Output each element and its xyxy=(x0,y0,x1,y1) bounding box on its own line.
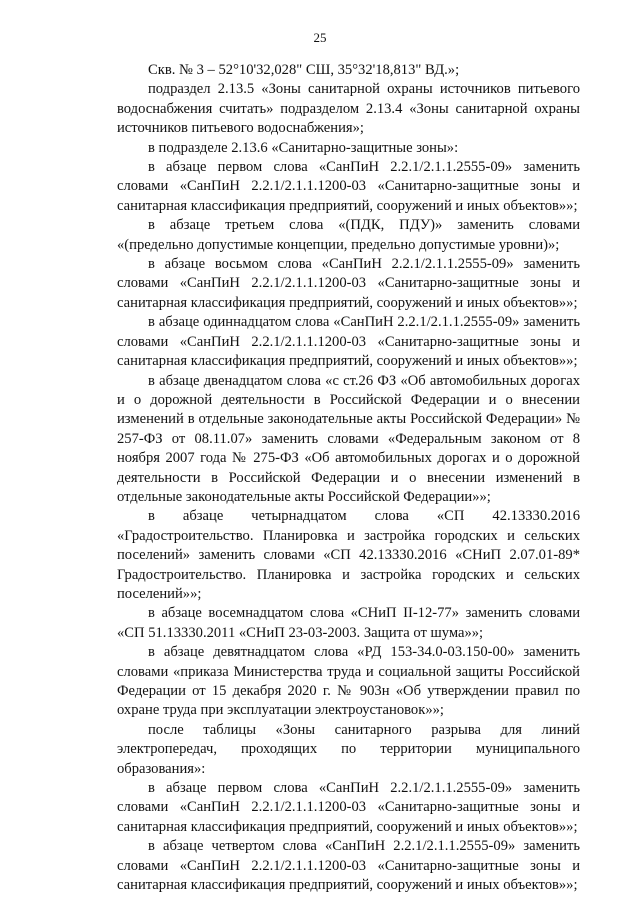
paragraph-eighteenth-clause: в абзаце восемнадцатом слова «СНиП II-12-77» заменить словами «СП 51.13330.2011 «СНиП 23-03-2003. Защита от шума»»; xyxy=(117,605,580,641)
paragraph-after-table: после таблицы «Зоны санитарного разрыва для линий электропередач, проходящих по территории муниципального образования»: xyxy=(117,721,580,777)
paragraph-twelfth-clause: в абзаце двенадцатом слова «с ст.26 ФЗ «Об автомобильных дорогах и о дорожной деятельности в Российской Федерации и о внесении изменений в отдельные законодательные акты Российской Федерации» № 257-ФЗ от 08.11.07» заменить словами «Федеральным законом от 8 ноября 2007 года № 275-ФЗ «Об автомобильных дорогах и о дорожной деятельности в Российской Федерации и о внесении изменений в отдельные законодательные акты Российской Федерации»»; xyxy=(117,372,580,505)
paragraph-nineteenth-clause: в абзаце девятнадцатом слова «РД 153-34.0-03.150-00» заменить словами «приказа Министерства труда и социальной защиты Российской Федерации от 15 декабря 2020 г. № 903н «Об утверждении правил по охране труда при эксплуатации электроустановок»»; xyxy=(117,644,580,719)
paragraph-eleventh-clause: в абзаце одиннадцатом слова «СанПиН 2.2.1/2.1.1.2555-09» заменить словами «СанПиН 2.2.1/2.1.1.1200-03 «Санитарно-защитные зоны и санитарная классификация предприятий, сооружений и иных объектов»»; xyxy=(117,314,580,370)
paragraph-subsection-2-13-5: подраздел 2.13.5 «Зоны санитарной охраны источников питьевого водоснабжения считать» подразделом 2.13.4 «Зоны санитарной охраны источников питьевого водоснабжения»; xyxy=(117,81,580,137)
paragraph-third-clause: в абзаце третьем слова «(ПДК, ПДУ)» заменить словами «(предельно допустимые концепции, предельно допустимые уровни)»; xyxy=(117,217,580,253)
document-body xyxy=(117,61,580,895)
paragraph-first-clause: в абзаце первом слова «СанПиН 2.2.1/2.1.1.2555-09» заменить словами «СанПиН 2.2.1/2.1.1.1200-03 «Санитарно-защитные зоны и санитарная классификация предприятий, сооружений и иных объектов»»; xyxy=(117,159,580,214)
paragraph-eighth-clause: в абзаце восьмом слова «СанПиН 2.2.1/2.1.1.2555-09» заменить словами «СанПиН 2.2.1/2.1.1.1200-03 «Санитарно-защитные зоны и санитарная классификация предприятий, сооружений и иных объектов»»; xyxy=(117,256,580,311)
paragraph-first-clause-after-table: в абзаце первом слова «СанПиН 2.2.1/2.1.1.2555-09» заменить словами «СанПиН 2.2.1/2.1.1.1200-03 «Санитарно-защитные зоны и санитарная классификация предприятий, сооружений и иных объектов»»; xyxy=(117,780,580,835)
paragraph-subsection-2-13-6: в подразделе 2.13.6 «Санитарно-защитные зоны»: xyxy=(148,139,459,156)
paragraph-fourteenth-clause: в абзаце четырнадцатом слова «СП 42.13330.2016 «Градостроительство. Планировка и застройка городских и сельских поселений» заменить словами «СП 42.13330.2016 «СНиП 2.07.01-89* Градостроительство. Планировка и застройка городских и сельских поселений»»; xyxy=(117,508,580,602)
page-number: 25 xyxy=(313,30,327,45)
paragraph-coordinates: Скв. № 3 – 52°10'32,028" СШ, 35°32'18,813" ВД.»; xyxy=(148,62,460,78)
paragraph-fourth-clause-after-table: в абзаце четвертом слова «СанПиН 2.2.1/2.1.1.2555-09» заменить словами «СанПиН 2.2.1/2.1.1.1200-03 «Санитарно-защитные зоны и санитарная классификация предприятий, сооружений и иных объектов»»; xyxy=(117,838,580,894)
